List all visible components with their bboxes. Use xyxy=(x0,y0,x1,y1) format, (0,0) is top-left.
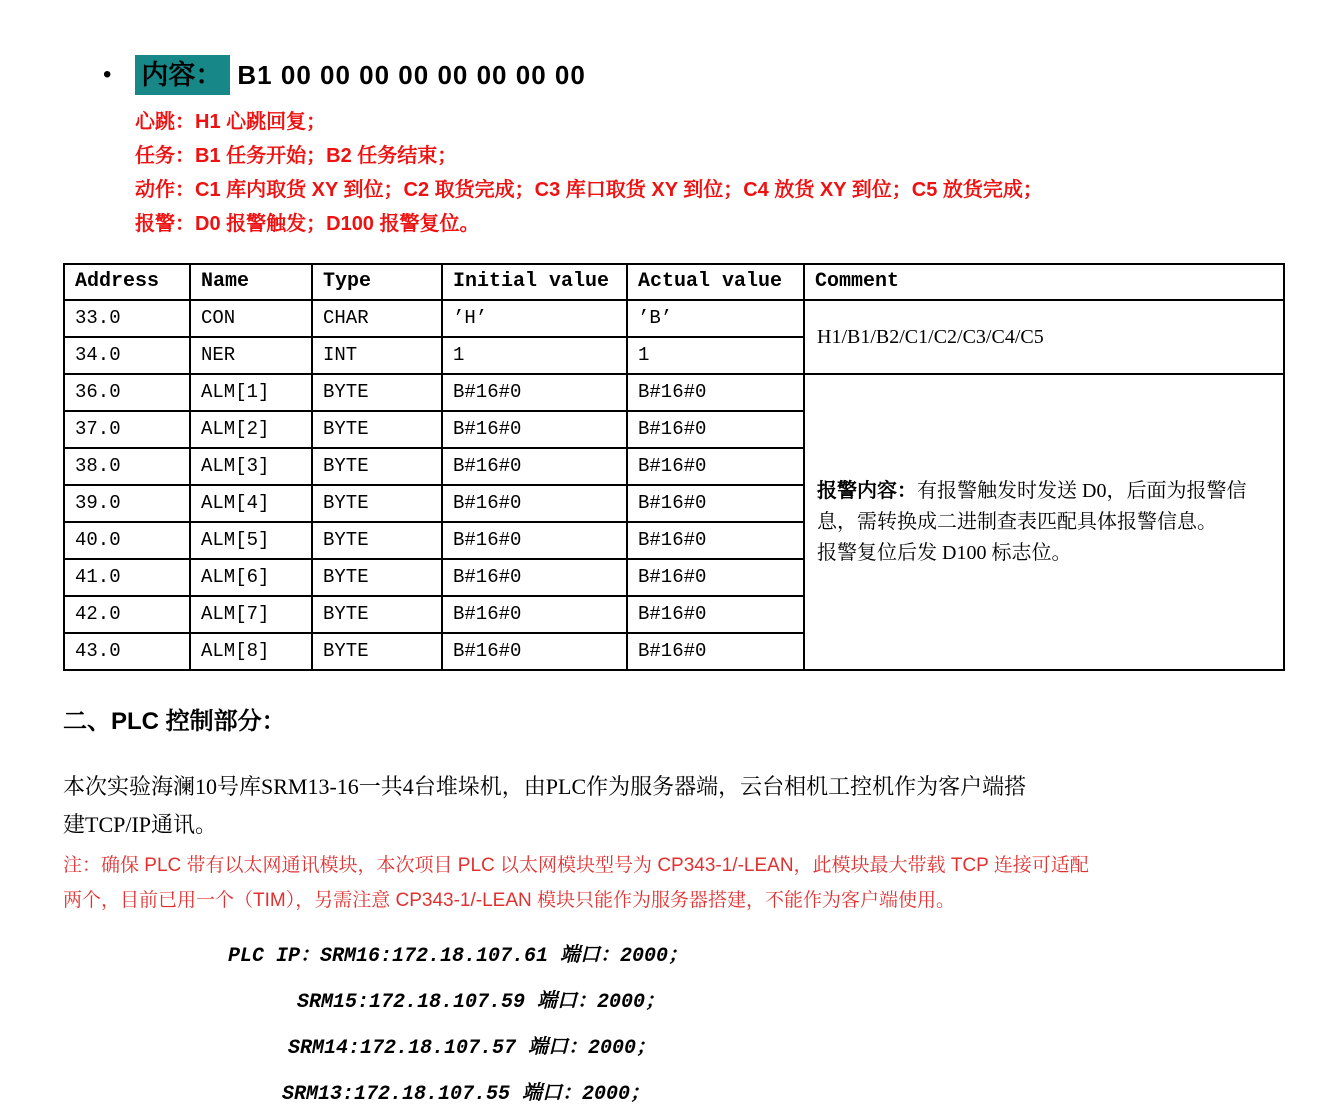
cell-address: 38.0 xyxy=(64,448,190,485)
cell-initial: B#16#0 xyxy=(442,559,627,596)
cell-actual: B#16#0 xyxy=(627,559,804,596)
comment-text: 报警复位后发 D100 标志位。 xyxy=(817,541,1072,564)
cell-name: ALM[7] xyxy=(190,596,312,633)
plc-ip-line: SRM15:172.18.107.59 端口：2000； xyxy=(297,991,666,1014)
cell-initial: B#16#0 xyxy=(442,596,627,633)
cell-address: 34.0 xyxy=(64,337,190,374)
cell-actual: ’B’ xyxy=(627,300,804,337)
cell-actual: B#16#0 xyxy=(627,411,804,448)
content-highlight-label: 内容： xyxy=(135,55,230,95)
col-header-type: Type xyxy=(312,264,442,300)
col-header-initial-value: Initial value xyxy=(442,264,627,300)
comment-text: 有报警触发时发送 D0，后面为报警信息，需转换成二进制查表匹配具体报警信息。 xyxy=(817,479,1247,533)
cell-initial: ’H’ xyxy=(442,300,627,337)
comment-lead-label: 报警内容： xyxy=(817,479,917,502)
cell-actual: B#16#0 xyxy=(627,596,804,633)
cell-name: ALM[8] xyxy=(190,633,312,670)
cell-address: 33.0 xyxy=(64,300,190,337)
cell-initial: B#16#0 xyxy=(442,522,627,559)
cell-initial: B#16#0 xyxy=(442,411,627,448)
protocol-annotations xyxy=(135,105,1283,241)
paragraph-line: 建TCP/IP通讯。 xyxy=(63,812,218,837)
plc-ip-line: SRM13:172.18.107.55 端口：2000； xyxy=(282,1083,651,1106)
comment-text: H1/B1/B2/C1/C2/C3/C4/C5 xyxy=(817,325,1044,348)
table-row xyxy=(64,374,1284,411)
cell-actual: B#16#0 xyxy=(627,374,804,411)
annotation-line: 心跳：H1 心跳回复； xyxy=(135,111,327,133)
plc-ip-line: SRM14:172.18.107.57 端口：2000； xyxy=(288,1037,657,1060)
annotation-line: 报警：D0 报警触发；D100 报警复位。 xyxy=(135,213,480,235)
cell-type: BYTE xyxy=(312,485,442,522)
table-row xyxy=(64,300,1284,337)
col-header-actual-value: Actual value xyxy=(627,264,804,300)
bullet-icon: • xyxy=(103,61,112,88)
cell-name: ALM[6] xyxy=(190,559,312,596)
plc-ip-block xyxy=(63,934,1283,1118)
red-note xyxy=(63,848,1283,918)
plc-ip-line: PLC IP：SRM16:172.18.107.61 端口：2000； xyxy=(228,945,689,968)
cell-actual: B#16#0 xyxy=(627,448,804,485)
table-header-row xyxy=(64,264,1284,300)
body-paragraph xyxy=(63,768,1283,844)
cell-type: BYTE xyxy=(312,522,442,559)
cell-address: 43.0 xyxy=(64,633,190,670)
col-header-name: Name xyxy=(190,264,312,300)
cell-initial: B#16#0 xyxy=(442,633,627,670)
cell-address: 37.0 xyxy=(64,411,190,448)
cell-initial: B#16#0 xyxy=(442,485,627,522)
cell-address: 36.0 xyxy=(64,374,190,411)
content-bullet-row xyxy=(103,55,1283,95)
col-header-address: Address xyxy=(64,264,190,300)
plc-data-table xyxy=(63,263,1285,671)
annotation-line: 任务：B1 任务开始；B2 任务结束； xyxy=(135,145,458,167)
cell-type: BYTE xyxy=(312,596,442,633)
cell-address: 40.0 xyxy=(64,522,190,559)
cell-address: 39.0 xyxy=(64,485,190,522)
cell-address: 41.0 xyxy=(64,559,190,596)
cell-initial: B#16#0 xyxy=(442,448,627,485)
cell-type: BYTE xyxy=(312,448,442,485)
cell-name: ALM[2] xyxy=(190,411,312,448)
cell-actual: B#16#0 xyxy=(627,633,804,670)
section-heading: 二、PLC 控制部分： xyxy=(63,708,286,735)
plc-table-body xyxy=(64,300,1284,670)
cell-actual: 1 xyxy=(627,337,804,374)
cell-name: ALM[3] xyxy=(190,448,312,485)
cell-type: BYTE xyxy=(312,633,442,670)
cell-name: NER xyxy=(190,337,312,374)
note-line: 两个，目前已用一个（TIM），另需注意 CP343-1/-LEAN 模块只能作为服务器搭建，不能作为客户端使用。 xyxy=(63,890,956,911)
cell-type: BYTE xyxy=(312,559,442,596)
annotation-line: 动作：C1 库内取货 XY 到位；C2 取货完成；C3 库口取货 XY 到位；C4 放货 XY 到位；C5 放货完成； xyxy=(135,179,1043,201)
cell-initial: B#16#0 xyxy=(442,374,627,411)
cell-comment xyxy=(804,374,1284,670)
cell-type: BYTE xyxy=(312,374,442,411)
cell-name: ALM[4] xyxy=(190,485,312,522)
cell-actual: B#16#0 xyxy=(627,485,804,522)
cell-name: ALM[1] xyxy=(190,374,312,411)
cell-type: CHAR xyxy=(312,300,442,337)
cell-address: 42.0 xyxy=(64,596,190,633)
col-header-comment: Comment xyxy=(804,264,1284,300)
cell-actual: B#16#0 xyxy=(627,522,804,559)
cell-comment xyxy=(804,300,1284,374)
note-line: 注：确保 PLC 带有以太网通讯模块，本次项目 PLC 以太网模块型号为 CP343-1/-LEAN，此模块最大带载 TCP 连接可适配 xyxy=(63,855,1089,876)
cell-name: CON xyxy=(190,300,312,337)
cell-type: BYTE xyxy=(312,411,442,448)
cell-initial: 1 xyxy=(442,337,627,374)
paragraph-line: 本次实验海澜10号库SRM13-16一共4台堆垛机，由PLC作为服务器端，云台相机工控机作为客户端搭 xyxy=(63,774,1027,799)
cell-name: ALM[5] xyxy=(190,522,312,559)
content-hex-value: B1 00 00 00 00 00 00 00 00 xyxy=(237,59,586,90)
cell-type: INT xyxy=(312,337,442,374)
